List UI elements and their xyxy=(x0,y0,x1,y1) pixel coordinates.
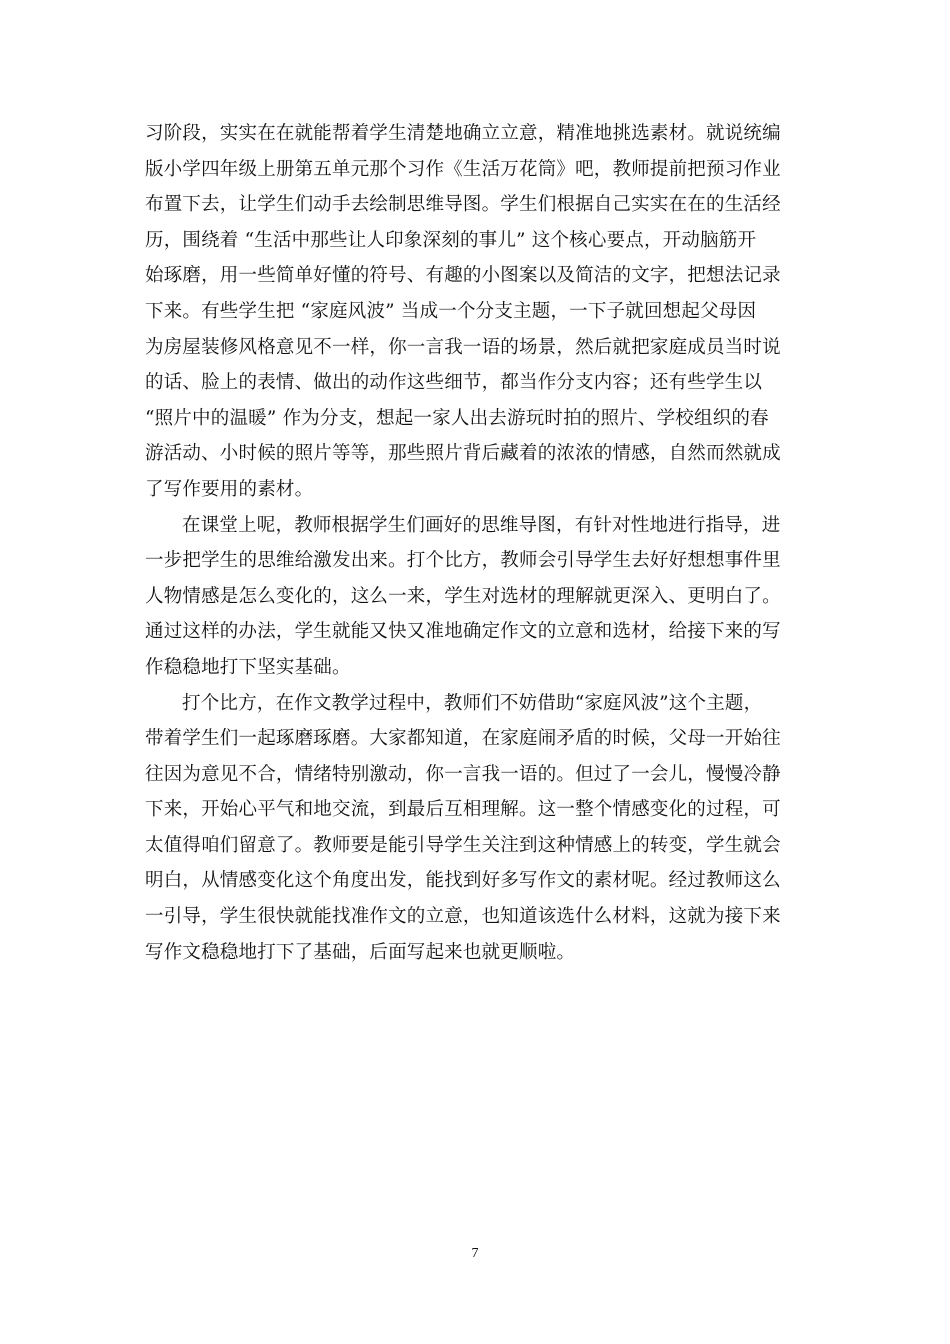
text-line: 下来。有些学生把 “家庭风波” 当成一个分支主题，一下子就回想起父母因 xyxy=(145,300,757,322)
body-text xyxy=(145,116,807,970)
paragraph-1 xyxy=(145,116,807,508)
text-line: 布置下去，让学生们动手去绘制思维导图。学生们根据自己实实在在的生活经 xyxy=(145,194,781,216)
text-line: 历，围绕着 “生活中那些让人印象深刻的事儿” 这个核心要点，开动脑筋开 xyxy=(145,229,757,251)
text-line: 始琢磨，用一些简单好懂的符号、有趣的小图案以及简洁的文字，把想法记录 xyxy=(145,265,781,287)
text-line: 明白，从情感变化这个角度出发，能找到好多写作文的素材呢。经过教师这么 xyxy=(145,870,781,892)
text-line: 带着学生们一起琢磨琢磨。大家都知道，在家庭闹矛盾的时候，父母一开始往 xyxy=(145,728,781,750)
text-line: 下来，开始心平气和地交流，到最后互相理解。这一整个情感变化的过程，可 xyxy=(145,799,781,821)
paragraph-3 xyxy=(145,686,807,971)
text-line: 习阶段，实实在在就能帮着学生清楚地确立立意，精准地挑选素材。就说统编 xyxy=(145,123,781,144)
text-line: 作稳稳地打下坚实基础。 xyxy=(145,656,351,678)
text-line: 版小学四年级上册第五单元那个习作《生活万花筒》吧，教师提前把预习作业 xyxy=(145,158,781,180)
text-line: 太值得咱们留意了。教师要是能引导学生关注到这种情感上的转变，学生就会 xyxy=(145,834,781,856)
text-line: 的话、脸上的表情、做出的动作这些细节，都当作分支内容；还有些学生以 xyxy=(145,372,763,394)
text-line: 打个比方，在作文教学过程中，教师们不妨借助“家庭风波”这个主题， xyxy=(182,692,763,714)
text-line: 一步把学生的思维给激发出来。打个比方，教师会引导学生去好好想想事件里 xyxy=(145,550,781,572)
text-line: “照片中的温暖” 作为分支，想起一家人出去游玩时拍的照片、学校组织的春 xyxy=(145,407,769,429)
text-line: 在课堂上呢，教师根据学生们画好的思维导图，有针对性地进行指导，进 xyxy=(182,514,781,536)
text-line: 写作文稳稳地打下了基础，后面写起来也就更顺啦。 xyxy=(145,941,576,963)
text-line: 了写作要用的素材。 xyxy=(145,478,314,500)
page-number: 7 xyxy=(471,1246,479,1261)
text-line: 往因为意见不合，情绪特别激动，你一言我一语的。但过了一会儿，慢慢冷静 xyxy=(145,763,781,785)
text-line: 为房屋装修风格意见不一样，你一言我一语的场景，然后就把家庭成员当时说 xyxy=(145,336,781,358)
text-line: 人物情感是怎么变化的，这么一来，学生对选材的理解就更深入、更明白了。 xyxy=(145,585,781,607)
text-line: 通过这样的办法，学生就能又快又准地确定作文的立意和选材，给接下来的写 xyxy=(145,621,781,643)
text-line: 游活动、小时候的照片等等，那些照片背后藏着的浓浓的情感，自然而然就成 xyxy=(145,443,781,465)
text-line: 一引导，学生很快就能找准作文的立意，也知道该选什么材料，这就为接下来 xyxy=(145,906,781,928)
paragraph-2 xyxy=(145,508,807,686)
